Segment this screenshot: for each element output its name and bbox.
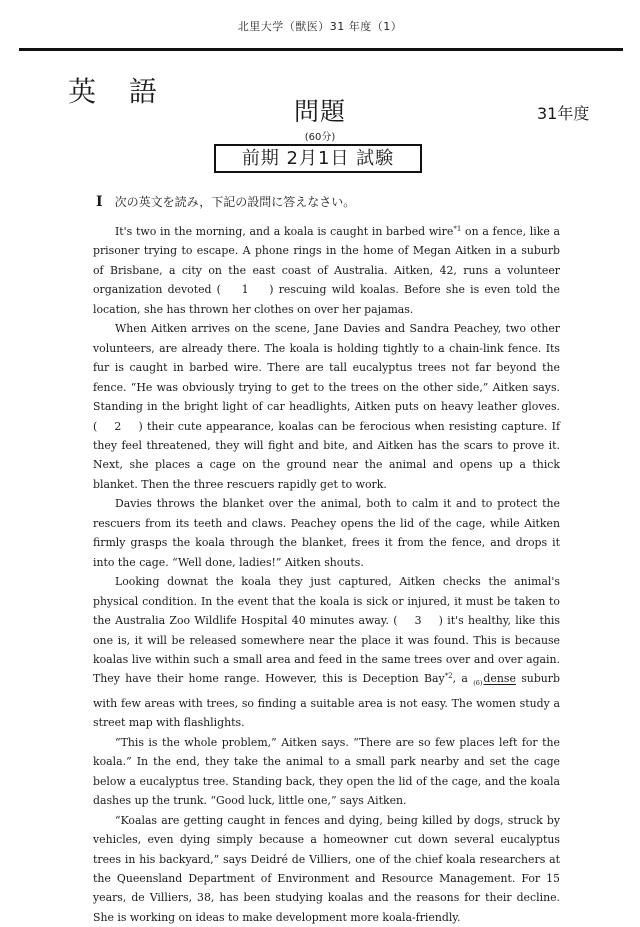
page-title: 問題 (293, 97, 346, 126)
header-divider (19, 48, 623, 51)
blank-2: ( 2 ) (93, 419, 143, 433)
paragraph-2 (93, 319, 560, 494)
paragraph-6: “Koalas are getting caught in fences and dying, being killed by dogs, struck by vehicles, even dying simply because a homeowner cut down several eucalyptus trees in his backyard,” says Deidré de Villiers, one of the chief koala researchers at the Queensland Department of Environment and Resource Management. For 15 years, de Villiers, 38, has been studying koalas and the reasons for their decline. She is working on ideas to make development more koala-friendly. (93, 813, 560, 924)
reading-passage (93, 222, 560, 927)
paragraph-text: rescuing wild koalas. Before she is even told the location, she has thrown her clothes on over her pajamas. (93, 283, 560, 316)
paragraph-text: When Aitken arrives on the scene, Jane Davies and Sandra Peachey, two other volunteers, are already there. The koala is holding tightly to a chain-link fence. Its fur is caught in barbed wire. There are tall eucalyptus trees not far beyond the fence. “He was obviously trying to get to the trees on the other side,” Aitken says. Standing in the bright light of car headlights, Aitken puts on heavy leather gloves. (93, 322, 560, 414)
footnote-marker-1: *1 (453, 225, 462, 233)
paragraph-1 (93, 222, 560, 319)
question-marker-6: (6) (473, 679, 483, 688)
paragraph-text: on a fence, like a prisoner trying to escape. A phone rings in the home of Megan Aitken in a suburb of Brisbane, a city on the east coast of Australia. Aitken, 42, runs a volunteer organization devoted (93, 225, 561, 297)
section-heading (96, 193, 355, 210)
paragraph-text: It's two in the morning, and a koala is caught in barbed wire (115, 225, 454, 238)
exam-duration: (60分) (304, 132, 336, 143)
paragraph-text: , a (452, 672, 474, 686)
subject-title: 英 語 (68, 75, 169, 108)
exam-session-box: 前期 2月1日 試験 (214, 144, 422, 173)
paragraph-text: it's healthy, like this one is, it will be released somewhere near the place it was found. This is because koalas live within such a small area and feed in the same trees over and over again. They have their home range. However, this is Deception Bay (93, 614, 560, 686)
paragraph-4 (93, 572, 560, 733)
section-instruction: 次の英文を読み，下記の設問に答えなさい。 (114, 195, 356, 209)
blank-1: ( 1 ) (216, 283, 274, 297)
exam-year: 31年度 (537, 104, 590, 123)
running-header: 北里大学（獣医）31 年度（1） (237, 20, 403, 33)
paragraph-text: their cute appearance, koalas can be ferocious when resisting capture. If they feel threatened, they will fight and bite, and Aitken has the scars to prove it. Next, she places a cage on the ground near the animal and opens up a thick blanket. Then the three rescuers rapidly get to work. (93, 419, 561, 491)
section-number: I (96, 194, 103, 210)
paragraph-5: “This is the whole problem,” Aitken says. “There are so few places left for the koala.” In the end, they take the animal to a small park nearby and set the cage below a eucalyptus tree. Standing back, they open the lid of the cage, and the koala dashes up the trunk. “Good luck, little one,” says Aitken. (93, 735, 560, 808)
paragraph-text: Looking downat the koala they just captured, Aitken checks the animal's physical condition. In the event that the koala is sick or injured, it must be taken to the Australia Zoo Wildlife Hospital 40 minutes away. (93, 575, 560, 628)
underlined-word-dense: dense (483, 672, 516, 686)
footnote-marker-2: *2 (444, 672, 453, 681)
paragraph-text: suburb with few areas with trees, so finding a suitable area is not easy. The women study a street map with flashlights. (93, 672, 560, 730)
paragraph-3: Davies throws the blanket over the animal, both to calm it and to protect the rescuers from its teeth and claws. Peachey opens the lid of the cage, while Aitken firmly grasps the koala through the blanket, frees it from the fence, and drops it into the cage. “Well done, ladies!” Aitken shouts. (93, 497, 560, 569)
blank-3: ( 3 ) (393, 614, 443, 628)
